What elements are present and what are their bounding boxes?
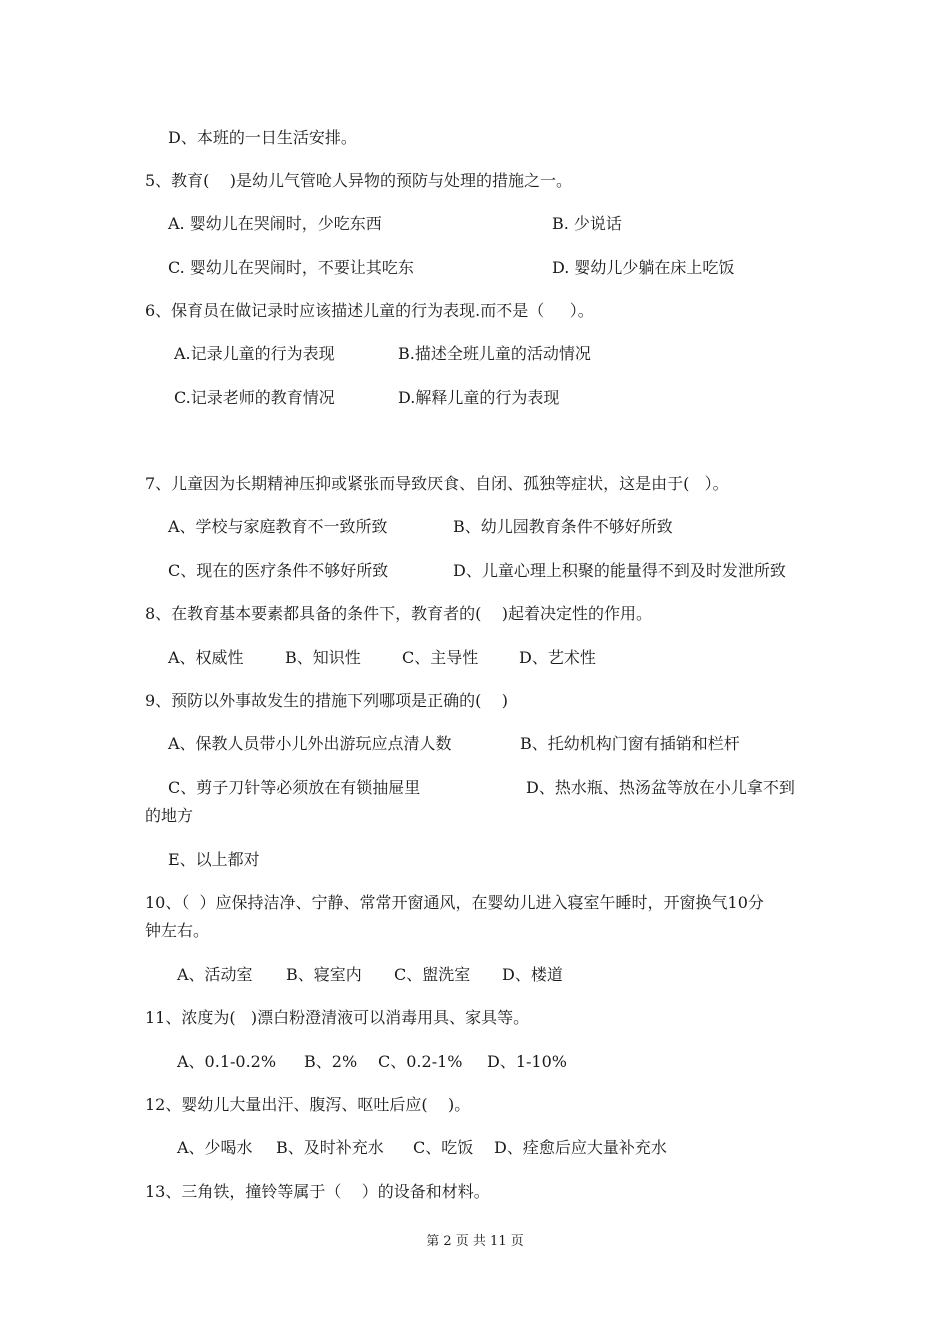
question-7: 7、儿童因为长期精神压抑或紧张而导致厌食、自闭、孤独等症状，这是由于( ）。 (145, 474, 729, 493)
option-7c: C、现在的医疗条件不够好所致 (168, 561, 389, 580)
option-9b: B、托幼机构门窗有插销和栏杆 (520, 734, 740, 753)
option-5a: A. 婴幼儿在哭闹时，少吃东西 (168, 214, 382, 233)
page-number-footer: 第 2 页 共 11 页 (426, 1234, 524, 1249)
option-11a: A、0.1-0.2% (177, 1052, 277, 1071)
option-5b: B. 少说话 (552, 214, 622, 233)
question-10: 10、（ ）应保持洁净、宁静、常常开窗通风，在婴幼儿进入寝室午睡时，开窗换气10分 (145, 893, 764, 912)
question-9: 9、预防以外事故发生的措施下列哪项是正确的( ) (145, 691, 509, 710)
option-10d: D、楼道 (502, 965, 563, 984)
option-8c: C、主导性 (402, 648, 479, 667)
option-10b: B、寝室内 (286, 965, 362, 984)
option-11b: B、2% (304, 1052, 358, 1071)
question-11: 11、浓度为( )漂白粉澄清液可以消毒用具、家具等。 (145, 1008, 530, 1027)
option-7b: B、幼儿园教育条件不够好所致 (453, 517, 673, 536)
question-8: 8、在教育基本要素都具备的条件下，教育者的( )起着决定性的作用。 (145, 604, 653, 623)
option-4d: D、本班的一日生活安排。 (168, 128, 357, 147)
question-13: 13、三角铁，撞铃等属于（ ）的设备和材料。 (145, 1182, 490, 1201)
option-9d: D、热水瓶、热汤盆等放在小儿拿不到 (526, 778, 795, 797)
option-5d: D. 婴幼儿少躺在床上吃饭 (552, 258, 735, 277)
option-5c: C. 婴幼儿在哭闹时，不要让其吃东 (168, 258, 414, 277)
option-12c: C、吃饭 (413, 1138, 474, 1157)
option-12b: B、及时补充水 (276, 1138, 384, 1157)
option-11c: C、0.2-1% (378, 1052, 463, 1071)
option-12d: D、痊愈后应大量补充水 (494, 1138, 667, 1157)
option-9a: A、保教人员带小儿外出游玩应点清人数 (168, 734, 452, 753)
option-8a: A、权威性 (168, 648, 244, 667)
option-10a: A、活动室 (177, 965, 253, 984)
option-8b: B、知识性 (285, 648, 361, 667)
question-5: 5、教育( )是幼儿气管呛人异物的预防与处理的措施之一。 (145, 171, 573, 190)
option-6d: D.解释儿童的行为表现 (398, 388, 560, 407)
option-10c: C、盥洗室 (394, 965, 471, 984)
option-11d: D、1-10% (487, 1052, 567, 1071)
option-7d: D、儿童心理上积聚的能量得不到及时发泄所致 (453, 561, 786, 580)
option-12a: A、少喝水 (177, 1138, 253, 1157)
option-6c: C.记录老师的教育情况 (174, 388, 335, 407)
option-7a: A、学校与家庭教育不一致所致 (168, 517, 388, 536)
option-6a: A.记录儿童的行为表现 (174, 344, 335, 363)
option-8d: D、艺术性 (519, 648, 596, 667)
option-9e: E、以上都对 (168, 850, 260, 869)
option-9d-continued: 的地方 (145, 806, 194, 825)
question-12: 12、婴幼儿大量出汗、腹泻、呕吐后应( )。 (145, 1095, 471, 1114)
option-9c: C、剪子刀针等必须放在有锁抽屉里 (168, 778, 421, 797)
option-6b: B.描述全班儿童的活动情况 (398, 344, 591, 363)
question-6: 6、保育员在做记录时应该描述儿童的行为表现.而不是（ ）。 (145, 301, 594, 320)
question-10-continued: 钟左右。 (145, 921, 210, 940)
